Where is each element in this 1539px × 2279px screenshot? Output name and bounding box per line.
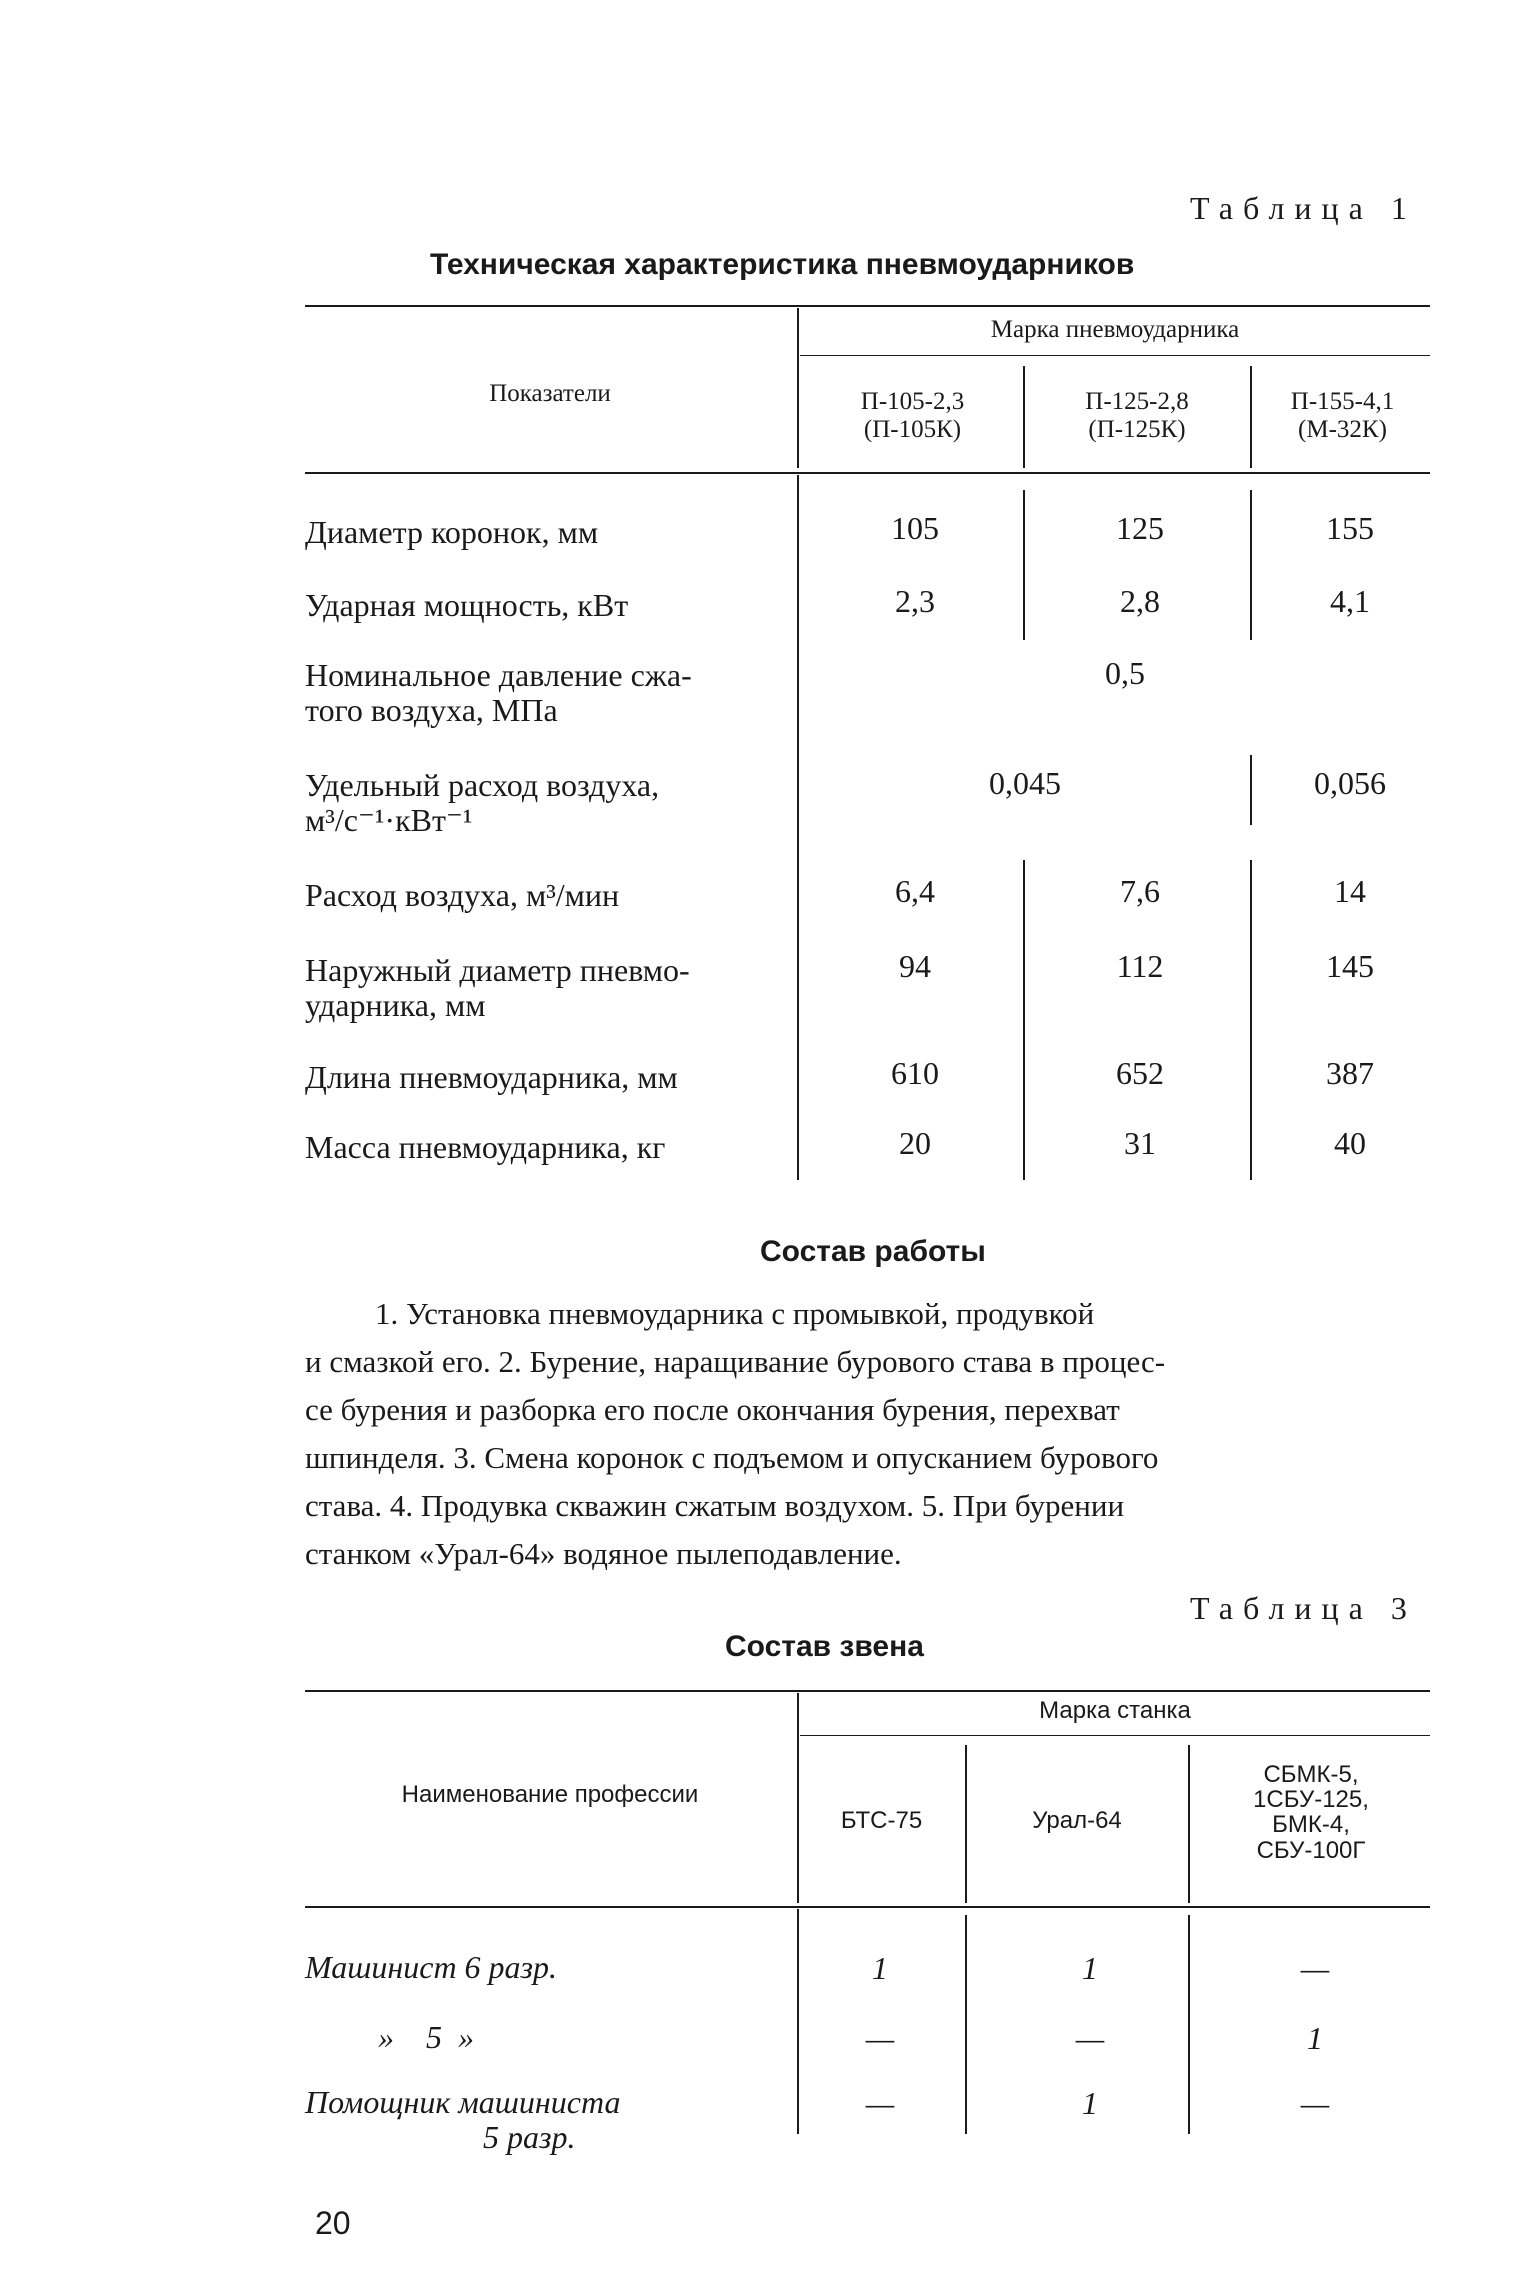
table1-cell: 6,4	[895, 873, 935, 909]
table1-row-label: Масса пневмоударника, кг	[305, 1129, 666, 1165]
table1-cell-merged: 0,5	[1105, 655, 1145, 691]
table3-cell: 1	[1082, 1950, 1098, 1986]
table1-cell: 4,1	[1330, 583, 1370, 619]
table1-col-1-header: П-105-2,3 (П-105К)	[860, 388, 965, 443]
table1-col-2-header: П-125-2,8 (П-125К)	[1085, 388, 1189, 443]
table3-col-2-header: Урал-64	[1032, 1807, 1122, 1834]
table1-row-label: Наружный диаметр пневмо- ударника, мм	[305, 952, 690, 1024]
table3-row-label: » 5 »	[378, 2019, 474, 2055]
table1-group-rule	[800, 355, 1430, 356]
table1-cell: 155	[1326, 510, 1374, 546]
table1-col-3-header: П-155-4,1 (М-32К)	[1290, 388, 1395, 443]
table3-header-col-divider-2	[1188, 1745, 1190, 1903]
table1-row-label: Длина пневмоударника, мм	[305, 1059, 678, 1095]
table1-header-col-divider-1	[1023, 366, 1025, 468]
table1-header-indicator: Показатели	[489, 380, 611, 407]
work-line: се бурения и разборка его после окончания бурения, перехват	[305, 1392, 1120, 1427]
table1-cell: 387	[1326, 1055, 1374, 1091]
table1-header-group: Марка пневмоударника	[990, 316, 1240, 343]
table3-cell: 1	[1307, 2020, 1323, 2056]
work-line: 1. Установка пневмоударника с промывкой, продувкой	[375, 1296, 1095, 1331]
table1-row-label: Номинальное давление сжа- того воздуха, МПа	[305, 657, 692, 729]
table1-cell-merged: 0,045	[989, 765, 1061, 801]
work-line: шпинделя. 3. Смена коронок с подъемом и опусканием бурового	[305, 1440, 1159, 1475]
table1-cell: 31	[1124, 1125, 1156, 1161]
table3-header-bottom-rule	[305, 1906, 1430, 1908]
table3-top-rule	[305, 1690, 1430, 1692]
table3-col-1-header: БТС-75	[840, 1807, 923, 1834]
table1-label-divider	[797, 475, 799, 1180]
work-paragraph	[305, 1290, 1430, 1578]
table3-header-profession: Наименование профессии	[401, 1781, 699, 1808]
table1-cell: 14	[1334, 873, 1366, 909]
table3-group-rule	[800, 1735, 1430, 1736]
table1-cell: 105	[891, 510, 939, 546]
table1-cell: 2,8	[1120, 583, 1160, 619]
table1-row-label: Расход воздуха, м³/мин	[305, 877, 620, 913]
table1-cell: 610	[891, 1055, 939, 1091]
table1-caption: Таблица 1	[1190, 190, 1417, 226]
table1-cell: 112	[1116, 948, 1164, 984]
table1-cell: 20	[899, 1125, 931, 1161]
table3-row-label: Помощник машиниста 5 разр.	[305, 2084, 621, 2156]
table1-body-col-divider-1c	[1023, 860, 1025, 1180]
table1-cell: 145	[1326, 948, 1374, 984]
table1-title: Техническая характеристика пневмоударников	[430, 248, 1135, 281]
table3-cell: —	[1075, 2020, 1105, 2056]
work-line: става. 4. Продувка скважин сжатым воздухом. 5. При бурении	[305, 1488, 1125, 1523]
table1-cell: 2,3	[895, 583, 935, 619]
table3-header-group: Марка станка	[1039, 1697, 1191, 1724]
table1-row-label: Удельный расход воздуха, м³/с⁻¹·кВт⁻¹	[305, 767, 660, 839]
table1-cell: 94	[899, 948, 931, 984]
table3-cell: —	[1300, 1950, 1330, 1986]
table1-header-col-divider-2	[1250, 366, 1252, 468]
table3-cell: —	[865, 2020, 895, 2056]
table3-cell: —	[865, 2085, 895, 2121]
table3-cell: —	[1300, 2085, 1330, 2121]
work-line: и смазкой его. 2. Бурение, наращивание бурового става в процес-	[305, 1344, 1166, 1379]
table3-caption: Таблица 3	[1190, 1590, 1417, 1626]
table1-header-divider	[797, 308, 799, 468]
table3-col-3-header: СБМК-5, 1СБУ-125, БМК-4, СБУ-100Г	[1253, 1761, 1369, 1864]
table1-cell: 125	[1116, 510, 1164, 546]
table1-cell: 7,6	[1120, 873, 1160, 909]
table1-cell: 40	[1334, 1125, 1366, 1161]
table3-title: Состав звена	[725, 1630, 924, 1663]
work-title: Состав работы	[760, 1235, 986, 1268]
table1-top-rule	[305, 305, 1430, 307]
table3-cell: 1	[1082, 2085, 1098, 2121]
table3-header-divider	[797, 1693, 799, 1903]
table3-cell: 1	[872, 1950, 888, 1986]
table1-row-label: Диаметр коронок, мм	[305, 514, 599, 550]
table1-cell: 652	[1116, 1055, 1164, 1091]
work-line: станком «Урал-64» водяное пылеподавление.	[305, 1536, 902, 1571]
page-number: 20	[315, 2205, 351, 2241]
table1-cell: 0,056	[1314, 765, 1386, 801]
table3-row-label: Машинист 6 разр.	[305, 1949, 558, 1985]
table1-row-label: Ударная мощность, кВт	[305, 587, 629, 623]
table3-header-col-divider-1	[965, 1745, 967, 1903]
table1-body-col-divider-1a	[1023, 490, 1025, 640]
table1-header-bottom-rule	[305, 472, 1430, 474]
